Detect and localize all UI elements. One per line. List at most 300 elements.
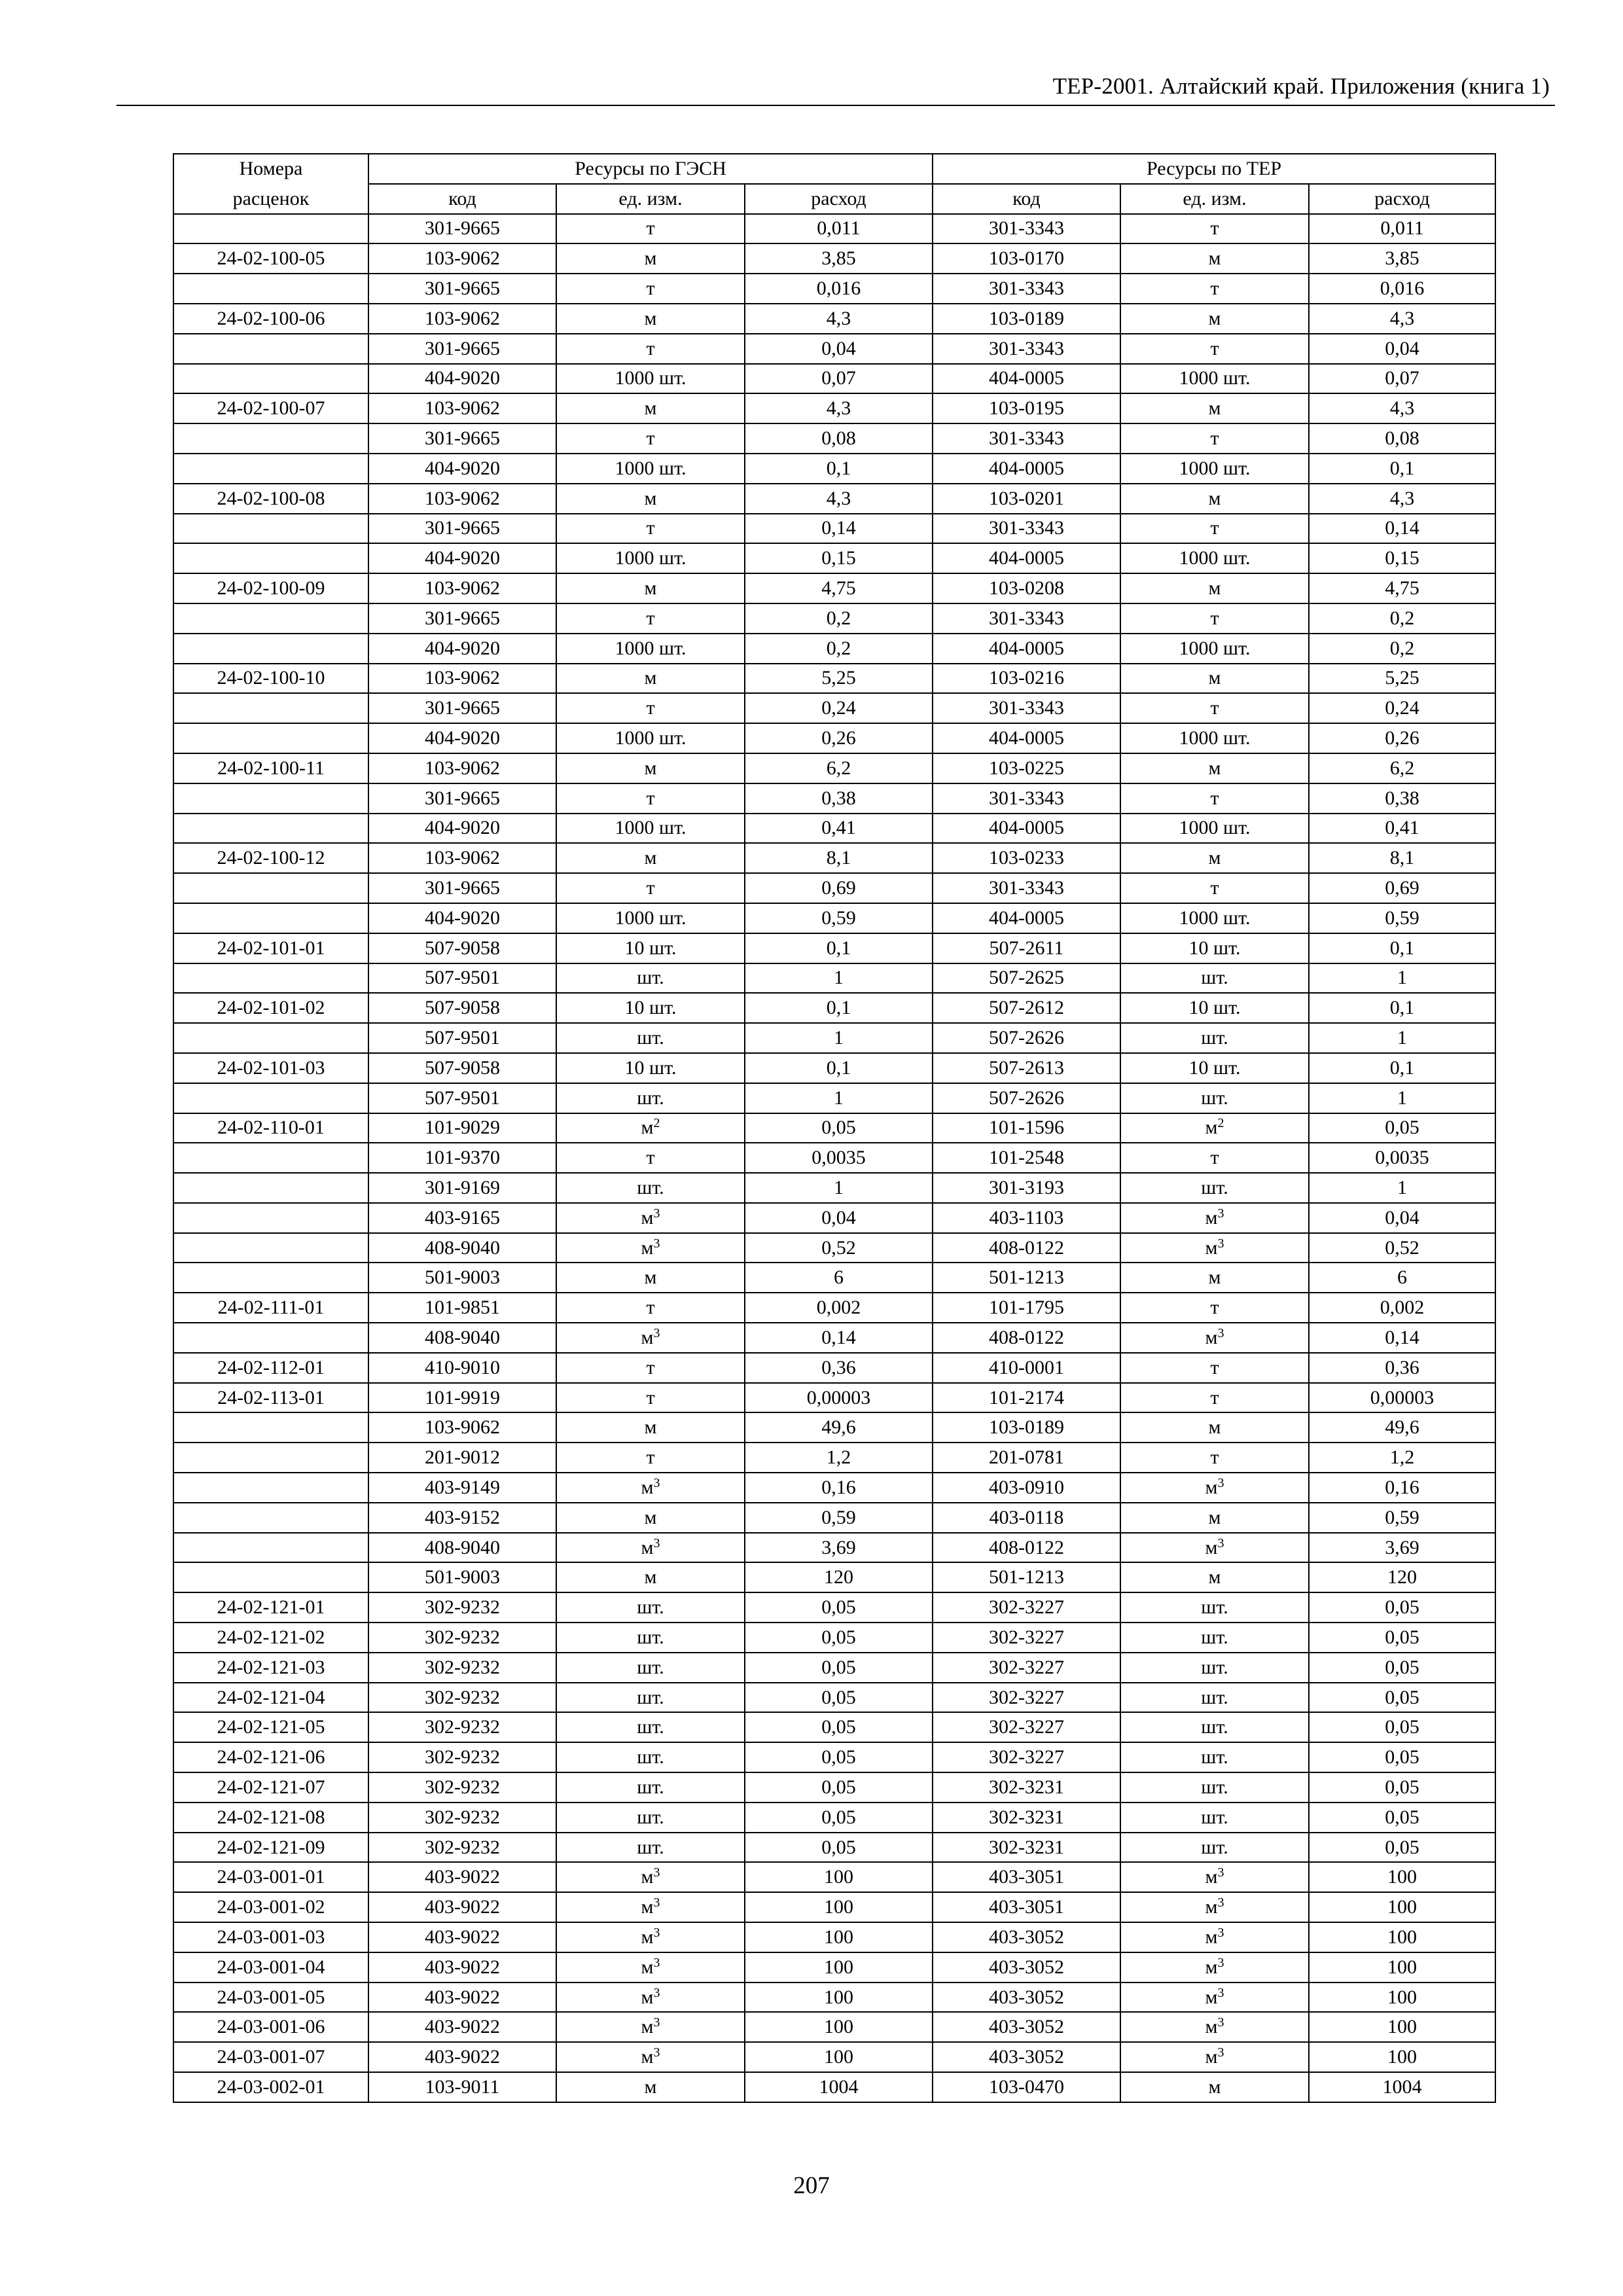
gesn-qty-cell-text: 0,14 [821, 1326, 856, 1348]
ter-code-cell-text: 302-3227 [989, 1656, 1064, 1678]
table-row [173, 274, 1495, 304]
rate-code-cell-text: 24-03-001-04 [217, 1956, 325, 1978]
gesn-code-cell [368, 1653, 556, 1683]
table-row [173, 1772, 1495, 1803]
gesn-unit-cell-text: м [644, 1416, 657, 1439]
table-row [173, 1833, 1495, 1863]
gesn-qty-cell-text: 0,41 [821, 817, 856, 839]
ter-unit-cell-text: 10 шт. [1188, 1056, 1241, 1079]
ter-code-cell [933, 1653, 1120, 1683]
ter-qty-cell [1309, 723, 1495, 753]
table-row [173, 1412, 1495, 1443]
ter-qty-cell [1309, 1323, 1495, 1353]
rate-code-cell [173, 903, 368, 933]
gesn-qty-cell-text: 4,75 [821, 577, 856, 600]
rate-code-cell [173, 1862, 368, 1892]
gesn-qty-cell-text: 8,1 [826, 847, 851, 869]
gesn-code-cell [368, 1623, 556, 1653]
gesn-qty-cell [745, 1473, 933, 1503]
ter-unit-cell [1120, 1862, 1309, 1892]
ter-qty-cell-text: 1 [1397, 1176, 1407, 1198]
gesn-qty-cell [745, 274, 933, 304]
ter-unit-cell [1120, 1323, 1309, 1353]
rate-code-cell [173, 1592, 368, 1623]
rate-code-cell [173, 603, 368, 634]
ter-qty-cell-text: 0,07 [1385, 367, 1419, 389]
ter-code-cell [933, 1952, 1120, 1982]
ter-qty-cell-text: 0,15 [1385, 547, 1419, 569]
gesn-qty-cell [745, 723, 933, 753]
ter-unit-cell [1120, 1683, 1309, 1713]
rate-code-cell [173, 1323, 368, 1353]
gesn-code-cell [368, 454, 556, 484]
table-row [173, 1712, 1495, 1742]
ter-unit-cell-text: м [1205, 1896, 1218, 1918]
ter-unit-cell-text: м [1208, 1566, 1221, 1588]
ter-unit-cell [1120, 514, 1309, 544]
gesn-unit-cell [556, 1412, 745, 1443]
ter-unit-cell-text: м [1208, 757, 1221, 779]
gesn-unit-cell [556, 1833, 745, 1863]
gesn-unit-cell [556, 243, 745, 274]
gesn-unit-cell [556, 1892, 745, 1922]
gesn-code-cell-text: 302-9232 [425, 1746, 500, 1768]
gesn-unit-cell-text: 10 шт. [624, 997, 677, 1019]
ter-code-cell-text: 301-3343 [989, 697, 1064, 719]
ter-code-cell-text: 301-3343 [989, 337, 1064, 359]
gesn-qty-cell [745, 1712, 933, 1742]
ter-unit-cell [1120, 393, 1309, 423]
gesn-unit-cell-text: шт. [637, 1027, 664, 1049]
ter-qty-cell-text: 0,002 [1380, 1297, 1425, 1319]
gesn-code-cell [368, 1683, 556, 1713]
ter-code-cell-text: 103-0208 [989, 577, 1064, 600]
ter-qty-cell [1309, 243, 1495, 274]
rate-code-cell [173, 1473, 368, 1503]
ter-unit-cell [1120, 1473, 1309, 1503]
table-row [173, 1562, 1495, 1592]
header-gesn-unit: ед. изм. [556, 184, 745, 214]
rate-code-cell [173, 274, 368, 304]
ter-qty-cell [1309, 334, 1495, 364]
ter-unit-cell [1120, 2072, 1309, 2102]
gesn-unit-cell-text: м [644, 847, 657, 869]
gesn-qty-cell-text: 0,69 [821, 877, 856, 899]
gesn-unit-cell [556, 2072, 745, 2102]
gesn-unit-cell-text: шт. [637, 1746, 664, 1768]
table-row [173, 1083, 1495, 1113]
gesn-qty-cell-text: 0,08 [821, 427, 856, 450]
gesn-qty-cell [745, 454, 933, 484]
table-row [173, 1443, 1495, 1473]
gesn-unit-cell [556, 1113, 745, 1143]
gesn-code-cell-text: 103-9062 [425, 847, 500, 869]
ter-unit-cell-exponent: 3 [1217, 1955, 1224, 1970]
ter-unit-cell [1120, 783, 1309, 814]
ter-unit-cell [1120, 993, 1309, 1023]
table-row [173, 1173, 1495, 1203]
ter-code-cell [933, 634, 1120, 664]
gesn-code-cell [368, 933, 556, 963]
ter-qty-cell [1309, 1083, 1495, 1113]
ter-qty-cell-text: 4,3 [1389, 397, 1415, 420]
gesn-unit-cell [556, 1173, 745, 1203]
gesn-qty-cell [745, 334, 933, 364]
table-row [173, 1383, 1495, 1413]
ter-qty-cell-text: 0,016 [1380, 278, 1425, 300]
gesn-qty-cell [745, 2012, 933, 2042]
rate-code-cell [173, 963, 368, 994]
ter-qty-cell-text: 100 [1387, 2046, 1417, 2068]
rate-code-cell [173, 1892, 368, 1922]
gesn-unit-cell [556, 484, 745, 514]
ter-qty-cell [1309, 664, 1495, 694]
gesn-code-cell-text: 301-9665 [425, 787, 500, 809]
ter-unit-cell-text: м [1208, 1416, 1221, 1439]
ter-qty-cell [1309, 1503, 1495, 1533]
gesn-qty-cell [745, 1772, 933, 1803]
gesn-unit-cell [556, 843, 745, 873]
ter-qty-cell [1309, 873, 1495, 903]
ter-code-cell [933, 454, 1120, 484]
rate-code-cell [173, 1952, 368, 1982]
rate-code-cell [173, 1113, 368, 1143]
gesn-code-cell [368, 1473, 556, 1503]
gesn-code-cell [368, 664, 556, 694]
ter-unit-cell [1120, 664, 1309, 694]
ter-code-cell-text: 507-2612 [989, 997, 1064, 1019]
gesn-code-cell-text: 403-9149 [425, 1476, 500, 1498]
ter-qty-cell [1309, 993, 1495, 1023]
gesn-unit-cell-exponent: 3 [653, 1955, 660, 1970]
ter-qty-cell [1309, 1833, 1495, 1863]
gesn-qty-cell [745, 603, 933, 634]
gesn-code-cell-text: 403-9022 [425, 1956, 500, 1978]
table-row [173, 484, 1495, 514]
ter-qty-cell-text: 5,25 [1385, 667, 1419, 689]
gesn-unit-cell-text: шт. [637, 1716, 664, 1738]
ter-unit-cell-exponent: 3 [1217, 2045, 1224, 2060]
table-row [173, 214, 1495, 244]
gesn-code-cell-text: 301-9665 [425, 278, 500, 300]
gesn-unit-cell [556, 1683, 745, 1713]
gesn-unit-cell-text: т [646, 697, 655, 719]
ter-qty-cell-text: 1 [1397, 1027, 1407, 1049]
ter-unit-cell-text: 1000 шт. [1179, 367, 1251, 389]
gesn-qty-cell [745, 1982, 933, 2013]
ter-code-cell [933, 1263, 1120, 1293]
rate-code-cell [173, 1803, 368, 1833]
table-row [173, 1592, 1495, 1623]
ter-code-cell [933, 1383, 1120, 1413]
ter-code-cell [933, 664, 1120, 694]
ter-code-cell-text: 404-0005 [989, 457, 1064, 479]
ter-code-cell [933, 1083, 1120, 1113]
gesn-unit-cell-exponent: 3 [653, 1535, 660, 1551]
gesn-qty-cell-text: 1,2 [826, 1446, 851, 1469]
gesn-unit-cell [556, 664, 745, 694]
ter-unit-cell [1120, 423, 1309, 454]
ter-qty-cell [1309, 514, 1495, 544]
ter-qty-cell-text: 1,2 [1389, 1446, 1415, 1469]
ter-qty-cell-text: 0,05 [1385, 1776, 1419, 1798]
gesn-code-cell-text: 507-9501 [425, 1027, 500, 1049]
ter-unit-cell-text: т [1210, 427, 1219, 450]
table-row [173, 1323, 1495, 1353]
gesn-unit-cell [556, 1263, 745, 1293]
ter-unit-cell [1120, 843, 1309, 873]
gesn-qty-cell-text: 0,05 [821, 1117, 856, 1139]
table-row [173, 1353, 1495, 1383]
ter-code-cell [933, 1862, 1120, 1892]
ter-qty-cell [1309, 603, 1495, 634]
header-ter-unit: ед. изм. [1120, 184, 1309, 214]
ter-qty-cell [1309, 1803, 1495, 1833]
gesn-unit-cell-text: м [641, 1117, 654, 1139]
table-row [173, 2042, 1495, 2072]
gesn-qty-cell-text: 1 [834, 1176, 844, 1198]
rate-code-cell [173, 334, 368, 364]
gesn-code-cell-text: 403-9022 [425, 1896, 500, 1918]
gesn-code-cell [368, 1263, 556, 1293]
ter-qty-cell-text: 0,2 [1389, 607, 1415, 629]
ter-unit-cell [1120, 933, 1309, 963]
ter-unit-cell [1120, 634, 1309, 664]
gesn-qty-cell [745, 423, 933, 454]
ter-qty-cell-text: 0,1 [1389, 997, 1415, 1019]
ter-unit-cell [1120, 1533, 1309, 1563]
gesn-code-cell-text: 408-9040 [425, 1536, 500, 1558]
ter-qty-cell-text: 6 [1397, 1266, 1407, 1289]
ter-unit-cell [1120, 573, 1309, 603]
rate-code-cell-text: 24-02-100-09 [217, 577, 325, 600]
rate-code-cell-text: 24-03-001-06 [217, 2016, 325, 2038]
ter-code-cell [933, 814, 1120, 844]
table-row [173, 1653, 1495, 1683]
gesn-qty-cell-text: 0,00003 [806, 1386, 871, 1408]
gesn-qty-cell [745, 214, 933, 244]
ter-qty-cell-text: 100 [1387, 1986, 1417, 2008]
ter-qty-cell-text: 4,3 [1389, 307, 1415, 329]
ter-code-cell [933, 1233, 1120, 1263]
gesn-unit-cell-text: т [646, 1147, 655, 1169]
ter-code-cell-text: 301-3343 [989, 787, 1064, 809]
gesn-unit-cell-text: шт. [637, 967, 664, 989]
ter-unit-cell-exponent: 3 [1217, 1865, 1224, 1880]
table-row [173, 2012, 1495, 2042]
gesn-unit-cell-text: шт. [637, 1686, 664, 1708]
table-row [173, 514, 1495, 544]
ter-qty-cell-text: 8,1 [1389, 847, 1415, 869]
ter-code-cell [933, 1742, 1120, 1772]
rate-code-cell-text: 24-03-001-03 [217, 1926, 325, 1948]
ter-qty-cell [1309, 1263, 1495, 1293]
gesn-code-cell [368, 1443, 556, 1473]
gesn-code-cell-text: 301-9169 [425, 1176, 500, 1198]
gesn-code-cell-text: 403-9022 [425, 1866, 500, 1888]
table-row [173, 1023, 1495, 1053]
ter-unit-cell-text: т [1210, 1297, 1219, 1319]
ter-code-cell [933, 2042, 1120, 2072]
gesn-qty-cell-text: 0,1 [826, 997, 851, 1019]
table-row [173, 1922, 1495, 1952]
ter-code-cell-text: 302-3231 [989, 1806, 1064, 1828]
ter-qty-cell-text: 4,3 [1389, 487, 1415, 509]
ter-unit-cell [1120, 274, 1309, 304]
rate-code-cell [173, 933, 368, 963]
gesn-code-cell-text: 404-9020 [425, 817, 500, 839]
gesn-qty-cell-text: 100 [824, 1866, 853, 1888]
gesn-code-cell [368, 1323, 556, 1353]
rate-code-cell [173, 1833, 368, 1863]
table-row [173, 573, 1495, 603]
resource-table [173, 153, 1496, 2103]
ter-unit-cell [1120, 1383, 1309, 1413]
gesn-code-cell-text: 302-9232 [425, 1716, 500, 1738]
ter-unit-cell [1120, 543, 1309, 573]
table-row [173, 1203, 1495, 1233]
gesn-qty-cell-text: 0,04 [821, 337, 856, 359]
gesn-code-cell [368, 2012, 556, 2042]
header-rates-line2: расценок [173, 184, 368, 214]
ter-unit-cell-text: 10 шт. [1188, 937, 1241, 959]
rate-code-cell-text: 24-03-001-02 [217, 1896, 325, 1918]
ter-code-cell [933, 304, 1120, 334]
ter-code-cell [933, 2072, 1120, 2102]
rate-code-cell [173, 484, 368, 514]
ter-unit-cell [1120, 1742, 1309, 1772]
table-row [173, 723, 1495, 753]
ter-qty-cell-text: 0,36 [1385, 1356, 1419, 1378]
gesn-unit-cell-exponent: 3 [653, 1325, 660, 1340]
gesn-unit-cell [556, 993, 745, 1023]
ter-unit-cell [1120, 1293, 1309, 1323]
gesn-code-cell [368, 274, 556, 304]
ter-code-cell [933, 2012, 1120, 2042]
gesn-code-cell-text: 101-9919 [425, 1386, 500, 1408]
ter-code-cell-text: 404-0005 [989, 727, 1064, 749]
ter-code-cell-text: 501-1213 [989, 1266, 1064, 1289]
rate-code-cell [173, 993, 368, 1023]
ter-qty-cell-text: 100 [1387, 1866, 1417, 1888]
ter-unit-cell-text: м [1208, 1506, 1221, 1528]
gesn-qty-cell-text: 100 [824, 2016, 853, 2038]
gesn-code-cell-text: 404-9020 [425, 637, 500, 659]
ter-qty-cell [1309, 1592, 1495, 1623]
ter-code-cell-text: 302-3227 [989, 1596, 1064, 1619]
gesn-code-cell [368, 1233, 556, 1263]
header-ter-code: код [933, 184, 1120, 214]
gesn-code-cell-text: 103-9062 [425, 307, 500, 329]
ter-qty-cell-text: 0,2 [1389, 637, 1415, 659]
gesn-code-cell-text: 302-9232 [425, 1806, 500, 1828]
ter-qty-cell [1309, 1623, 1495, 1653]
gesn-unit-cell [556, 1922, 745, 1952]
ter-code-cell-text: 301-3193 [989, 1176, 1064, 1198]
gesn-code-cell [368, 753, 556, 783]
rate-code-cell [173, 1353, 368, 1383]
ter-code-cell-text: 408-0122 [989, 1326, 1064, 1348]
table-row [173, 1113, 1495, 1143]
ter-code-cell [933, 1143, 1120, 1173]
rate-code-cell-text: 24-02-100-05 [217, 247, 325, 270]
ter-qty-cell-text: 0,05 [1385, 1626, 1419, 1648]
ter-code-cell-text: 507-2625 [989, 967, 1064, 989]
rate-code-cell-text: 24-02-100-06 [217, 307, 325, 329]
ter-qty-cell-text: 0,41 [1385, 817, 1419, 839]
ter-code-cell-text: 101-2548 [989, 1147, 1064, 1169]
gesn-qty-cell [745, 1412, 933, 1443]
ter-code-cell-text: 103-0216 [989, 667, 1064, 689]
gesn-code-cell-text: 404-9020 [425, 457, 500, 479]
ter-qty-cell-text: 120 [1387, 1566, 1417, 1588]
ter-code-cell [933, 1592, 1120, 1623]
ter-unit-cell-text: т [1210, 1386, 1219, 1408]
gesn-unit-cell [556, 1533, 745, 1563]
ter-unit-cell-text: шт. [1201, 1776, 1228, 1798]
gesn-code-cell-text: 507-9058 [425, 1056, 500, 1079]
rate-code-cell [173, 364, 368, 394]
gesn-qty-cell [745, 873, 933, 903]
gesn-qty-cell [745, 933, 933, 963]
gesn-unit-cell [556, 1653, 745, 1683]
rate-code-cell-text: 24-02-101-02 [217, 997, 325, 1019]
gesn-unit-cell [556, 1293, 745, 1323]
ter-unit-cell-text: шт. [1201, 1746, 1228, 1768]
gesn-qty-cell-text: 0,05 [821, 1836, 856, 1858]
gesn-code-cell [368, 1412, 556, 1443]
ter-unit-cell-text: т [1210, 1356, 1219, 1378]
ter-code-cell [933, 1562, 1120, 1592]
gesn-qty-cell-text: 100 [824, 1926, 853, 1948]
gesn-qty-cell [745, 1683, 933, 1713]
gesn-qty-cell-text: 0,59 [821, 906, 856, 929]
ter-qty-cell-text: 0,05 [1385, 1836, 1419, 1858]
rate-code-cell [173, 304, 368, 334]
ter-qty-cell [1309, 1023, 1495, 1053]
gesn-code-cell-text: 103-9062 [425, 1416, 500, 1439]
gesn-unit-cell-text: м [644, 397, 657, 420]
gesn-unit-cell [556, 1053, 745, 1083]
gesn-qty-cell [745, 1233, 933, 1263]
ter-unit-cell [1120, 1833, 1309, 1863]
gesn-unit-cell [556, 1383, 745, 1413]
ter-code-cell [933, 1473, 1120, 1503]
ter-qty-cell [1309, 1113, 1495, 1143]
gesn-unit-cell-text: 1000 шт. [615, 637, 687, 659]
ter-code-cell [933, 843, 1120, 873]
ter-unit-cell-text: м [1208, 307, 1221, 329]
ter-code-cell-text: 403-3052 [989, 2016, 1064, 2038]
rate-code-cell [173, 753, 368, 783]
gesn-qty-cell [745, 993, 933, 1023]
gesn-unit-cell-text: м [644, 1266, 657, 1289]
ter-qty-cell-text: 0,24 [1385, 697, 1419, 719]
table-row [173, 814, 1495, 844]
ter-code-cell-text: 103-0189 [989, 307, 1064, 329]
gesn-code-cell [368, 543, 556, 573]
table-row [173, 603, 1495, 634]
gesn-code-cell-text: 101-9851 [425, 1297, 500, 1319]
rate-code-cell [173, 1143, 368, 1173]
table-row [173, 543, 1495, 573]
table-row [173, 873, 1495, 903]
gesn-code-cell [368, 1533, 556, 1563]
rate-code-cell-text: 24-02-111-01 [217, 1297, 325, 1319]
gesn-qty-cell [745, 1293, 933, 1323]
ter-unit-cell-exponent: 3 [1217, 1535, 1224, 1551]
ter-unit-cell-text: м [1208, 2075, 1221, 2098]
